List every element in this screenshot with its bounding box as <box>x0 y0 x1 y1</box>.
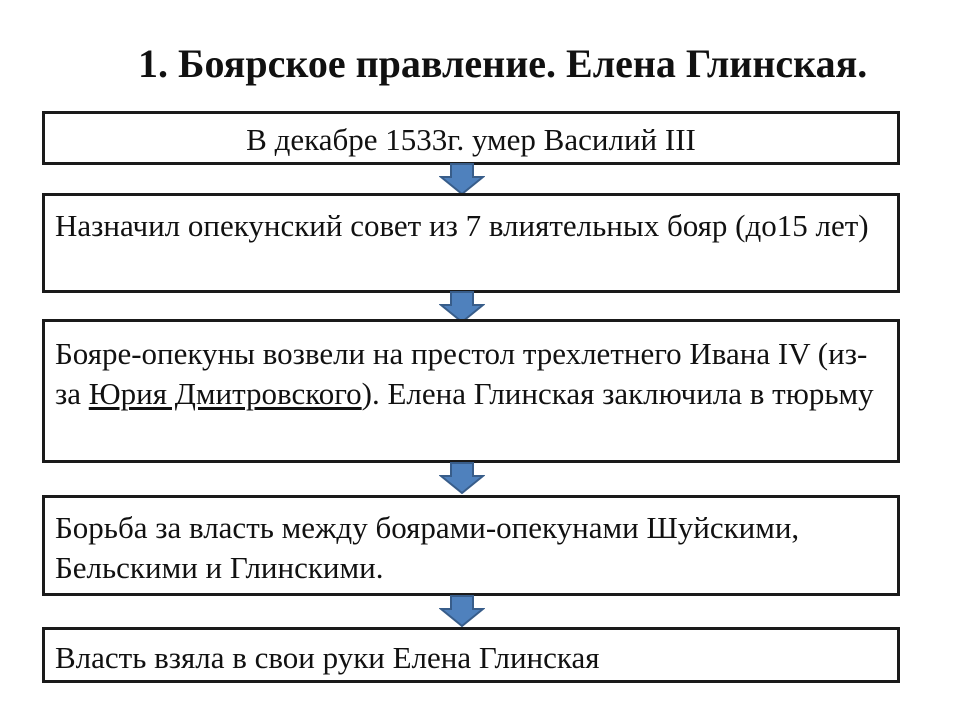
yuri-dmitrovsky-link[interactable]: Юрия Дмитровского <box>88 376 362 411</box>
page-title: 1. Боярское правление. Елена Глинская. <box>138 41 868 86</box>
down-arrow-icon <box>439 595 485 627</box>
step-text-5: Власть взяла в свои руки Елена Глинская <box>55 640 600 675</box>
step-text-4: Борьба за власть между боярами-опекунами Шуйскими, Бельскими и Глинскими. <box>55 510 800 585</box>
step-box-2 <box>42 193 900 293</box>
step-text-3-after: ). Елена Глинская заключила в тюрьму <box>361 376 874 411</box>
step-box-3 <box>42 319 900 463</box>
step-box-5 <box>42 627 900 683</box>
step-box-1 <box>42 111 900 165</box>
step-text-1: В декабре 1533г. умер Василий III <box>246 122 696 157</box>
down-arrow-icon <box>439 163 485 195</box>
step-text-3-before: Бояре-опекуны возвели на престол трехлетнего Ивана IV (из-за <box>55 336 868 411</box>
step-text-2: Назначил опекунский совет из 7 влиятельных бояр (до15 лет) <box>55 208 869 243</box>
down-arrow-icon <box>439 462 485 494</box>
step-box-4 <box>42 495 900 596</box>
